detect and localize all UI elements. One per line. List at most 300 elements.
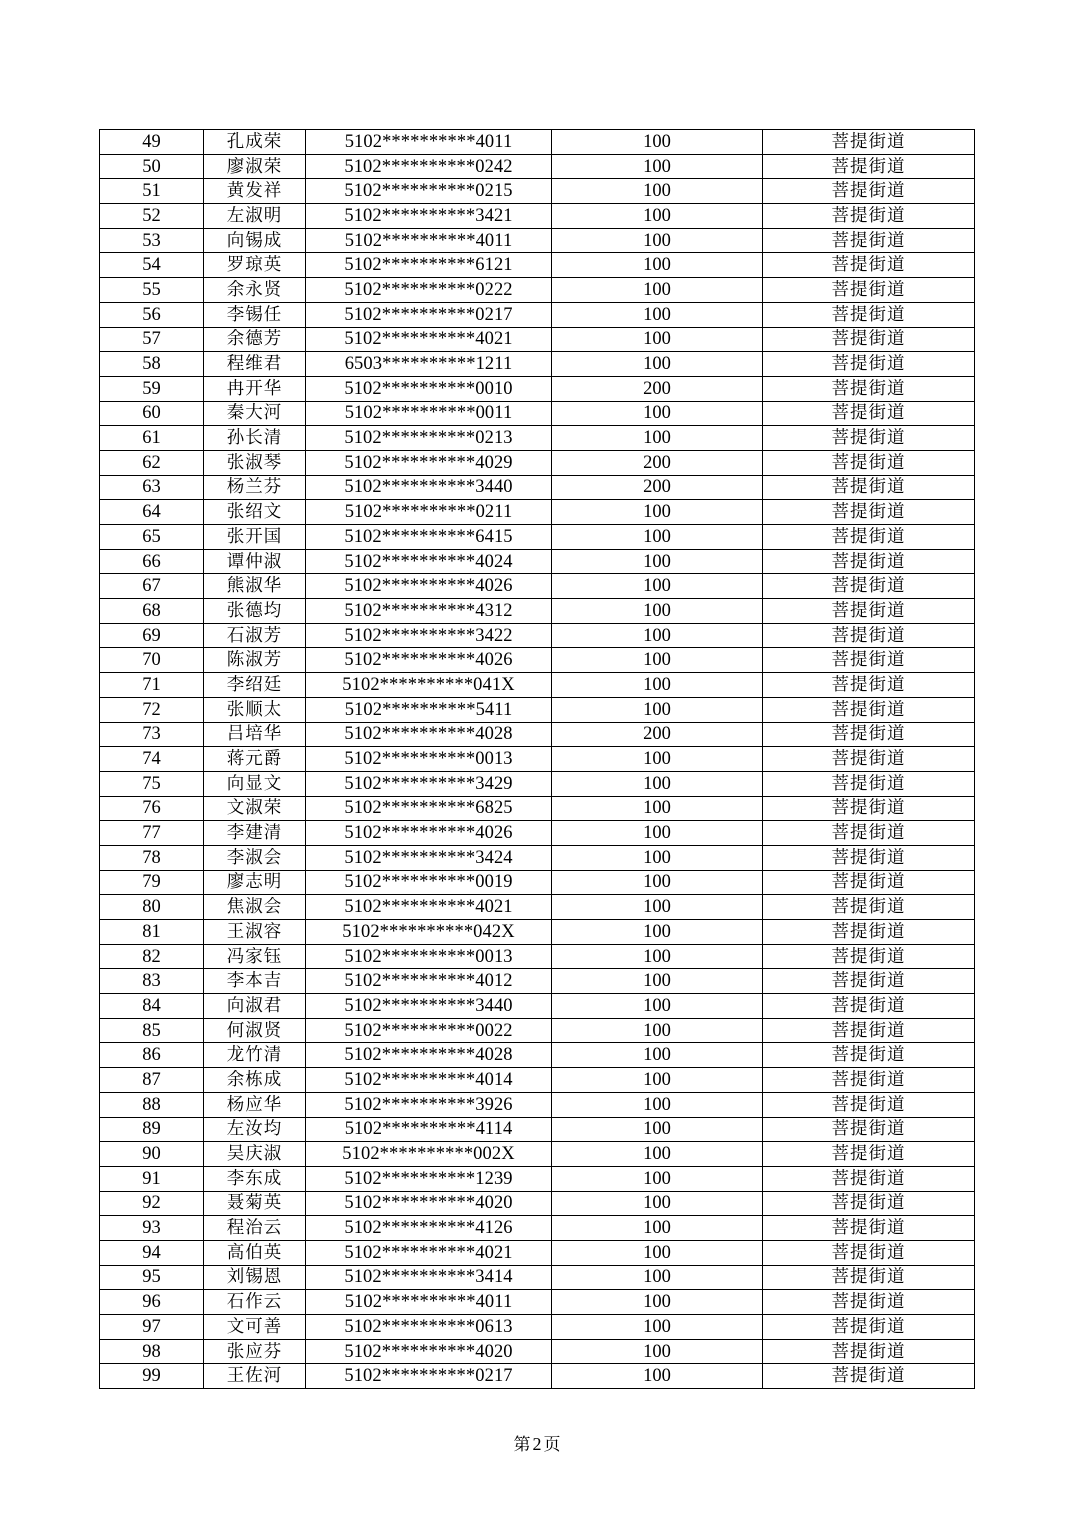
table-row — [100, 450, 975, 475]
cell-name: 左汝均 — [204, 1117, 306, 1142]
cell-street: 菩提街道 — [763, 1117, 975, 1142]
cell-street: 菩提街道 — [763, 1068, 975, 1093]
cell-amount: 100 — [552, 796, 763, 821]
cell-name: 石作云 — [204, 1290, 306, 1315]
cell-id-number: 5102**********0217 — [306, 302, 552, 327]
cell-id-number: 5102**********4029 — [306, 450, 552, 475]
cell-amount: 100 — [552, 1117, 763, 1142]
table-row — [100, 845, 975, 870]
cell-street: 菩提街道 — [763, 845, 975, 870]
table-row — [100, 154, 975, 179]
table-row — [100, 352, 975, 377]
cell-street: 菩提街道 — [763, 1265, 975, 1290]
cell-street: 菩提街道 — [763, 870, 975, 895]
cell-street: 菩提街道 — [763, 747, 975, 772]
cell-street: 菩提街道 — [763, 1166, 975, 1191]
cell-street: 菩提街道 — [763, 1191, 975, 1216]
table-row — [100, 1043, 975, 1068]
cell-name: 张应芬 — [204, 1339, 306, 1364]
cell-street: 菩提街道 — [763, 895, 975, 920]
cell-amount: 100 — [552, 944, 763, 969]
page-number: 2 — [532, 1434, 542, 1454]
cell-id-number: 5102**********0217 — [306, 1364, 552, 1389]
cell-id-number: 5102**********002X — [306, 1142, 552, 1167]
table-row — [100, 1142, 975, 1167]
cell-name: 左淑明 — [204, 204, 306, 229]
cell-id-number: 5102**********3440 — [306, 994, 552, 1019]
cell-amount: 100 — [552, 673, 763, 698]
table-row — [100, 574, 975, 599]
cell-street: 菩提街道 — [763, 697, 975, 722]
cell-serial-number: 95 — [100, 1265, 204, 1290]
table-row — [100, 673, 975, 698]
cell-street: 菩提街道 — [763, 1142, 975, 1167]
cell-id-number: 5102**********4026 — [306, 648, 552, 673]
cell-street: 菩提街道 — [763, 623, 975, 648]
cell-name: 张开国 — [204, 525, 306, 550]
cell-id-number: 5102**********4011 — [306, 130, 552, 155]
cell-name: 刘锡恩 — [204, 1265, 306, 1290]
cell-street: 菩提街道 — [763, 722, 975, 747]
cell-amount: 100 — [552, 154, 763, 179]
cell-amount: 100 — [552, 697, 763, 722]
table-row — [100, 870, 975, 895]
cell-amount: 200 — [552, 376, 763, 401]
cell-serial-number: 99 — [100, 1364, 204, 1389]
cell-street: 菩提街道 — [763, 327, 975, 352]
table-row — [100, 302, 975, 327]
table-row — [100, 994, 975, 1019]
page-footer — [0, 1430, 1074, 1455]
cell-street: 菩提街道 — [763, 1043, 975, 1068]
cell-serial-number: 69 — [100, 623, 204, 648]
table-row — [100, 969, 975, 994]
cell-id-number: 5102**********4026 — [306, 574, 552, 599]
cell-serial-number: 83 — [100, 969, 204, 994]
cell-id-number: 5102**********0013 — [306, 944, 552, 969]
cell-street: 菩提街道 — [763, 994, 975, 1019]
cell-street: 菩提街道 — [763, 1240, 975, 1265]
cell-name: 罗琼英 — [204, 253, 306, 278]
cell-id-number: 5102**********3424 — [306, 845, 552, 870]
cell-serial-number: 55 — [100, 278, 204, 303]
cell-name: 程治云 — [204, 1216, 306, 1241]
cell-name: 向锡成 — [204, 228, 306, 253]
cell-amount: 100 — [552, 1068, 763, 1093]
cell-serial-number: 92 — [100, 1191, 204, 1216]
table-row — [100, 1364, 975, 1389]
cell-id-number: 5102**********0019 — [306, 870, 552, 895]
cell-street: 菩提街道 — [763, 599, 975, 624]
cell-serial-number: 70 — [100, 648, 204, 673]
cell-serial-number: 60 — [100, 401, 204, 426]
cell-name: 王佐河 — [204, 1364, 306, 1389]
cell-name: 冉开华 — [204, 376, 306, 401]
cell-street: 菩提街道 — [763, 426, 975, 451]
cell-street: 菩提街道 — [763, 1339, 975, 1364]
cell-id-number: 5102**********4026 — [306, 821, 552, 846]
cell-amount: 100 — [552, 179, 763, 204]
table-row — [100, 771, 975, 796]
table-row — [100, 747, 975, 772]
cell-street: 菩提街道 — [763, 648, 975, 673]
cell-name: 石淑芳 — [204, 623, 306, 648]
cell-street: 菩提街道 — [763, 1315, 975, 1340]
table-row — [100, 253, 975, 278]
cell-serial-number: 97 — [100, 1315, 204, 1340]
cell-serial-number: 52 — [100, 204, 204, 229]
table-row — [100, 1339, 975, 1364]
cell-id-number: 5102**********3414 — [306, 1265, 552, 1290]
cell-name: 文可善 — [204, 1315, 306, 1340]
cell-id-number: 5102**********0222 — [306, 278, 552, 303]
cell-serial-number: 79 — [100, 870, 204, 895]
cell-amount: 100 — [552, 1240, 763, 1265]
cell-name: 李淑会 — [204, 845, 306, 870]
cell-serial-number: 62 — [100, 450, 204, 475]
cell-street: 菩提街道 — [763, 278, 975, 303]
table-row — [100, 228, 975, 253]
cell-street: 菩提街道 — [763, 920, 975, 945]
cell-amount: 100 — [552, 1364, 763, 1389]
cell-amount: 200 — [552, 722, 763, 747]
cell-amount: 100 — [552, 1166, 763, 1191]
cell-serial-number: 66 — [100, 549, 204, 574]
cell-id-number: 5102**********0022 — [306, 1018, 552, 1043]
table-row — [100, 475, 975, 500]
table-row — [100, 278, 975, 303]
table-row — [100, 130, 975, 155]
cell-id-number: 5102**********4028 — [306, 722, 552, 747]
cell-id-number: 5102**********042X — [306, 920, 552, 945]
cell-street: 菩提街道 — [763, 574, 975, 599]
cell-id-number: 5102**********4312 — [306, 599, 552, 624]
table-row — [100, 796, 975, 821]
cell-street: 菩提街道 — [763, 130, 975, 155]
page-footer-prefix: 第 — [513, 1435, 531, 1455]
cell-street: 菩提街道 — [763, 500, 975, 525]
cell-amount: 100 — [552, 870, 763, 895]
cell-id-number: 5102**********4021 — [306, 895, 552, 920]
cell-name: 向淑君 — [204, 994, 306, 1019]
cell-serial-number: 57 — [100, 327, 204, 352]
cell-name: 焦淑会 — [204, 895, 306, 920]
cell-serial-number: 67 — [100, 574, 204, 599]
cell-street: 菩提街道 — [763, 253, 975, 278]
cell-name: 廖志明 — [204, 870, 306, 895]
cell-amount: 100 — [552, 302, 763, 327]
cell-amount: 100 — [552, 1216, 763, 1241]
cell-serial-number: 63 — [100, 475, 204, 500]
cell-serial-number: 86 — [100, 1043, 204, 1068]
cell-name: 程维君 — [204, 352, 306, 377]
cell-street: 菩提街道 — [763, 525, 975, 550]
cell-street: 菩提街道 — [763, 673, 975, 698]
cell-serial-number: 94 — [100, 1240, 204, 1265]
cell-serial-number: 85 — [100, 1018, 204, 1043]
cell-serial-number: 65 — [100, 525, 204, 550]
table-row — [100, 179, 975, 204]
cell-id-number: 5102**********1239 — [306, 1166, 552, 1191]
cell-id-number: 5102**********4020 — [306, 1191, 552, 1216]
cell-serial-number: 82 — [100, 944, 204, 969]
cell-id-number: 5102**********4020 — [306, 1339, 552, 1364]
cell-name: 吕培华 — [204, 722, 306, 747]
cell-serial-number: 96 — [100, 1290, 204, 1315]
cell-name: 张德均 — [204, 599, 306, 624]
cell-serial-number: 91 — [100, 1166, 204, 1191]
table-row — [100, 1092, 975, 1117]
cell-name: 王淑容 — [204, 920, 306, 945]
cell-name: 蒋元爵 — [204, 747, 306, 772]
cell-name: 余栋成 — [204, 1068, 306, 1093]
cell-amount: 100 — [552, 130, 763, 155]
cell-serial-number: 74 — [100, 747, 204, 772]
cell-street: 菩提街道 — [763, 376, 975, 401]
cell-id-number: 5102**********0613 — [306, 1315, 552, 1340]
cell-amount: 100 — [552, 327, 763, 352]
cell-street: 菩提街道 — [763, 154, 975, 179]
cell-street: 菩提街道 — [763, 179, 975, 204]
cell-name: 张淑琴 — [204, 450, 306, 475]
cell-name: 廖淑荣 — [204, 154, 306, 179]
cell-name: 聂菊英 — [204, 1191, 306, 1216]
cell-street: 菩提街道 — [763, 821, 975, 846]
cell-id-number: 5102**********4011 — [306, 228, 552, 253]
cell-name: 高伯英 — [204, 1240, 306, 1265]
cell-name: 谭仲淑 — [204, 549, 306, 574]
page-footer-suffix: 页 — [543, 1435, 561, 1455]
cell-amount: 100 — [552, 1142, 763, 1167]
cell-id-number: 5102**********4011 — [306, 1290, 552, 1315]
cell-name: 余永贤 — [204, 278, 306, 303]
cell-name: 李锡任 — [204, 302, 306, 327]
cell-amount: 100 — [552, 549, 763, 574]
cell-id-number: 5102**********4028 — [306, 1043, 552, 1068]
cell-street: 菩提街道 — [763, 228, 975, 253]
cell-amount: 100 — [552, 204, 763, 229]
cell-id-number: 5102**********0211 — [306, 500, 552, 525]
table-row — [100, 623, 975, 648]
cell-amount: 100 — [552, 352, 763, 377]
table-row — [100, 1216, 975, 1241]
cell-name: 孙长清 — [204, 426, 306, 451]
cell-street: 菩提街道 — [763, 549, 975, 574]
cell-name: 李本吉 — [204, 969, 306, 994]
cell-id-number: 5102**********3926 — [306, 1092, 552, 1117]
cell-id-number: 6503**********1211 — [306, 352, 552, 377]
cell-amount: 100 — [552, 771, 763, 796]
cell-serial-number: 73 — [100, 722, 204, 747]
cell-serial-number: 71 — [100, 673, 204, 698]
table-row — [100, 697, 975, 722]
cell-amount: 100 — [552, 500, 763, 525]
cell-amount: 100 — [552, 1092, 763, 1117]
cell-amount: 100 — [552, 969, 763, 994]
cell-serial-number: 78 — [100, 845, 204, 870]
cell-serial-number: 88 — [100, 1092, 204, 1117]
cell-serial-number: 58 — [100, 352, 204, 377]
cell-name: 冯家钰 — [204, 944, 306, 969]
cell-name: 李建清 — [204, 821, 306, 846]
cell-amount: 100 — [552, 1265, 763, 1290]
cell-amount: 100 — [552, 278, 763, 303]
cell-name: 吴庆淑 — [204, 1142, 306, 1167]
cell-id-number: 5102**********6825 — [306, 796, 552, 821]
cell-id-number: 5102**********4021 — [306, 327, 552, 352]
cell-id-number: 5102**********4014 — [306, 1068, 552, 1093]
cell-street: 菩提街道 — [763, 1364, 975, 1389]
cell-id-number: 5102**********3421 — [306, 204, 552, 229]
table-row — [100, 1068, 975, 1093]
cell-id-number: 5102**********4021 — [306, 1240, 552, 1265]
cell-serial-number: 64 — [100, 500, 204, 525]
cell-id-number: 5102**********4126 — [306, 1216, 552, 1241]
cell-serial-number: 68 — [100, 599, 204, 624]
cell-amount: 100 — [552, 253, 763, 278]
cell-id-number: 5102**********4114 — [306, 1117, 552, 1142]
cell-serial-number: 76 — [100, 796, 204, 821]
cell-serial-number: 72 — [100, 697, 204, 722]
cell-name: 熊淑华 — [204, 574, 306, 599]
cell-name: 张绍文 — [204, 500, 306, 525]
table-row — [100, 722, 975, 747]
table-row — [100, 1240, 975, 1265]
cell-serial-number: 50 — [100, 154, 204, 179]
cell-street: 菩提街道 — [763, 1092, 975, 1117]
cell-street: 菩提街道 — [763, 352, 975, 377]
cell-street: 菩提街道 — [763, 450, 975, 475]
cell-name: 秦大河 — [204, 401, 306, 426]
cell-name: 杨应华 — [204, 1092, 306, 1117]
cell-serial-number: 53 — [100, 228, 204, 253]
cell-amount: 100 — [552, 1018, 763, 1043]
cell-amount: 100 — [552, 920, 763, 945]
cell-serial-number: 93 — [100, 1216, 204, 1241]
cell-serial-number: 54 — [100, 253, 204, 278]
cell-name: 黄发祥 — [204, 179, 306, 204]
cell-serial-number: 77 — [100, 821, 204, 846]
cell-street: 菩提街道 — [763, 1018, 975, 1043]
cell-amount: 100 — [552, 228, 763, 253]
cell-serial-number: 59 — [100, 376, 204, 401]
cell-id-number: 5102**********3440 — [306, 475, 552, 500]
cell-street: 菩提街道 — [763, 1216, 975, 1241]
cell-name: 李绍廷 — [204, 673, 306, 698]
table-row — [100, 426, 975, 451]
cell-id-number: 5102**********6121 — [306, 253, 552, 278]
cell-serial-number: 51 — [100, 179, 204, 204]
table-row — [100, 1166, 975, 1191]
table-row — [100, 525, 975, 550]
cell-serial-number: 61 — [100, 426, 204, 451]
cell-name: 余德芳 — [204, 327, 306, 352]
cell-amount: 100 — [552, 747, 763, 772]
cell-serial-number: 87 — [100, 1068, 204, 1093]
cell-amount: 100 — [552, 994, 763, 1019]
table-row — [100, 920, 975, 945]
cell-amount: 100 — [552, 623, 763, 648]
cell-street: 菩提街道 — [763, 475, 975, 500]
table-row — [100, 1265, 975, 1290]
table-row — [100, 1191, 975, 1216]
table-row — [100, 1315, 975, 1340]
table-row — [100, 204, 975, 229]
cell-name: 向显文 — [204, 771, 306, 796]
cell-name: 文淑荣 — [204, 796, 306, 821]
cell-street: 菩提街道 — [763, 302, 975, 327]
cell-name: 孔成荣 — [204, 130, 306, 155]
cell-id-number: 5102**********3429 — [306, 771, 552, 796]
cell-street: 菩提街道 — [763, 944, 975, 969]
cell-amount: 100 — [552, 426, 763, 451]
table-row — [100, 599, 975, 624]
cell-serial-number: 90 — [100, 1142, 204, 1167]
cell-name: 张顺太 — [204, 697, 306, 722]
cell-id-number: 5102**********6415 — [306, 525, 552, 550]
table-row — [100, 1018, 975, 1043]
cell-id-number: 5102**********4024 — [306, 549, 552, 574]
cell-id-number: 5102**********0013 — [306, 747, 552, 772]
cell-id-number: 5102**********3422 — [306, 623, 552, 648]
cell-serial-number: 49 — [100, 130, 204, 155]
cell-street: 菩提街道 — [763, 969, 975, 994]
cell-amount: 100 — [552, 821, 763, 846]
cell-street: 菩提街道 — [763, 1290, 975, 1315]
cell-amount: 100 — [552, 525, 763, 550]
table-row — [100, 401, 975, 426]
table-row — [100, 944, 975, 969]
cell-id-number: 5102**********0215 — [306, 179, 552, 204]
cell-serial-number: 84 — [100, 994, 204, 1019]
roster-table-body — [100, 130, 975, 1389]
cell-amount: 100 — [552, 1339, 763, 1364]
cell-name: 陈淑芳 — [204, 648, 306, 673]
cell-id-number: 5102**********4012 — [306, 969, 552, 994]
table-row — [100, 549, 975, 574]
cell-name: 李东成 — [204, 1166, 306, 1191]
cell-serial-number: 75 — [100, 771, 204, 796]
table-row — [100, 376, 975, 401]
table-row — [100, 327, 975, 352]
table-row — [100, 1290, 975, 1315]
table-row — [100, 821, 975, 846]
cell-amount: 100 — [552, 401, 763, 426]
cell-id-number: 5102**********0011 — [306, 401, 552, 426]
cell-amount: 100 — [552, 648, 763, 673]
table-row — [100, 500, 975, 525]
cell-amount: 100 — [552, 1043, 763, 1068]
cell-amount: 200 — [552, 475, 763, 500]
cell-amount: 100 — [552, 1191, 763, 1216]
cell-amount: 100 — [552, 845, 763, 870]
cell-street: 菩提街道 — [763, 204, 975, 229]
cell-amount: 100 — [552, 599, 763, 624]
cell-amount: 100 — [552, 1315, 763, 1340]
cell-serial-number: 80 — [100, 895, 204, 920]
cell-street: 菩提街道 — [763, 796, 975, 821]
cell-name: 龙竹清 — [204, 1043, 306, 1068]
cell-serial-number: 56 — [100, 302, 204, 327]
cell-id-number: 5102**********0242 — [306, 154, 552, 179]
cell-amount: 100 — [552, 895, 763, 920]
cell-serial-number: 81 — [100, 920, 204, 945]
cell-name: 何淑贤 — [204, 1018, 306, 1043]
table-row — [100, 1117, 975, 1142]
cell-amount: 100 — [552, 574, 763, 599]
cell-amount: 200 — [552, 450, 763, 475]
cell-serial-number: 89 — [100, 1117, 204, 1142]
